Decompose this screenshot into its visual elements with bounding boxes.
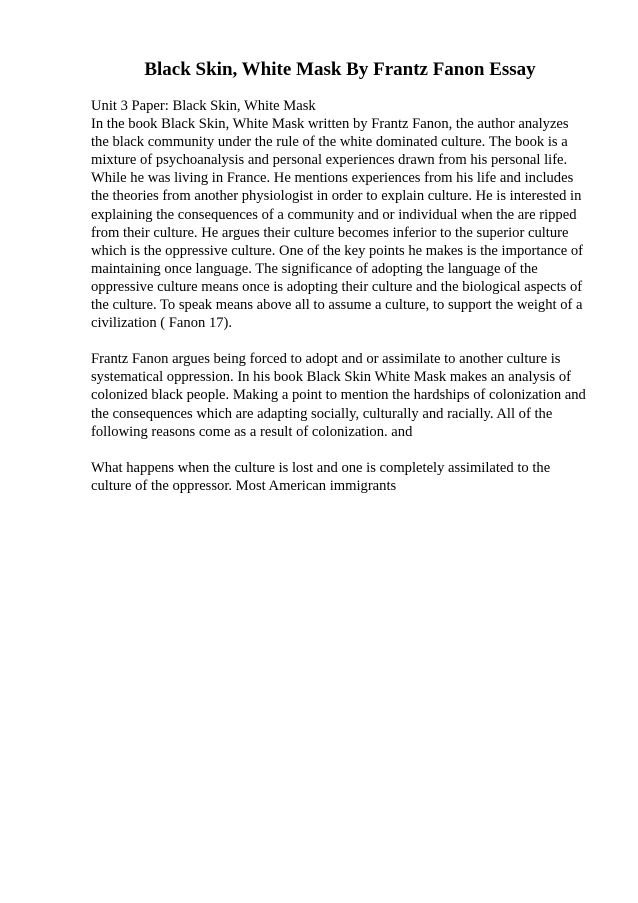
- document-title: Black Skin, White Mask By Frantz Fanon Essay: [144, 59, 536, 80]
- paragraph-line: the theories from another physiologist in order to explain culture. He is interested in: [91, 188, 582, 205]
- paragraph-1: [91, 115, 588, 332]
- paragraph-line: Frantz Fanon argues being forced to adopt and or assimilate to another culture is: [91, 351, 561, 368]
- paragraph-line: from their culture. He argues their culture becomes inferior to the superior culture: [91, 224, 569, 241]
- paragraph-line: What happens when the culture is lost and one is completely assimilated to the: [91, 459, 551, 476]
- document-body: [91, 97, 588, 495]
- paragraph-3: [91, 459, 588, 495]
- paragraph-line: oppressive culture means once is adopting their culture and the biological aspects of: [91, 278, 583, 295]
- paragraph-line: the consequences which are adapting socially, culturally and racially. All of the: [91, 405, 553, 422]
- document-subheading: Unit 3 Paper: Black Skin, White Mask: [91, 98, 316, 114]
- paragraph-line: following reasons come as a result of colonization. and: [91, 423, 413, 440]
- paragraph-line: mixture of psychoanalysis and personal experiences drawn from his personal life.: [91, 152, 568, 169]
- paragraph-line: culture of the oppressor. Most American immigrants: [91, 477, 397, 494]
- paragraph-line: In the book Black Skin, White Mask written by Frantz Fanon, the author analyzes: [91, 116, 569, 133]
- paragraph-line: While he was living in France. He mentions experiences from his life and includes: [91, 170, 574, 187]
- paragraph-line: colonized black people. Making a point to mention the hardships of colonization and: [91, 387, 586, 404]
- paragraph-2: [91, 350, 588, 440]
- paragraph-line: civilization ( Fanon 17).: [91, 315, 233, 332]
- paragraph-line: which is the oppressive culture. One of the key points he makes is the importance of: [91, 242, 584, 259]
- paragraph-line: systematical oppression. In his book Black Skin White Mask makes an analysis of: [91, 369, 572, 386]
- paragraph-line: the black community under the rule of the white dominated culture. The book is a: [91, 134, 568, 151]
- paragraph-line: the culture. To speak means above all to assume a culture, to support the weight of a: [91, 297, 583, 314]
- paragraph-line: maintaining once language. The significance of adopting the language of the: [91, 260, 538, 277]
- paragraph-line: explaining the consequences of a community and or individual when the are ripped: [91, 206, 577, 223]
